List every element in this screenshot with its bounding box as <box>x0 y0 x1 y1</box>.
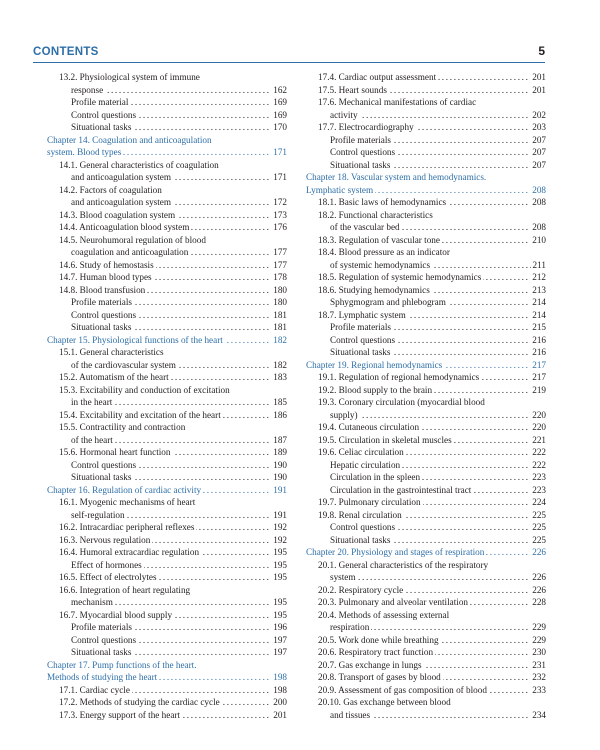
entry-page-number: 208 <box>532 222 546 232</box>
entry-page-number: 210 <box>532 234 546 245</box>
entry-page-number: 219 <box>532 384 546 395</box>
entry-page-number: 226 <box>532 547 546 557</box>
entry-title: 18.2. Functional characteristics <box>318 209 433 220</box>
toc-entry[interactable] <box>71 246 287 259</box>
toc-entry[interactable] <box>59 534 287 547</box>
entry-title: 14.4. Anticoagulation blood system <box>59 222 190 232</box>
toc-entry[interactable] <box>59 696 287 709</box>
entry-page-number: 171 <box>273 172 287 182</box>
entry-page-number: 226 <box>532 584 546 595</box>
entry-title: 17.3. Energy support of the heart <box>59 709 181 720</box>
toc-entry[interactable] <box>330 221 546 234</box>
entry-title: 15.2. Automatism of the heart <box>59 372 169 382</box>
toc-entry[interactable] <box>318 509 546 522</box>
chapter-heading[interactable] <box>47 146 287 159</box>
toc-entry[interactable] <box>318 446 546 459</box>
entry-page-number: 172 <box>273 197 287 207</box>
entry-title: 14.7. Human blood types <box>59 272 152 282</box>
entry-page-number: 195 <box>273 559 287 570</box>
entry-title: Chapter 19. Regional hemodynamics <box>306 359 443 370</box>
entry-title: 20.10. Gas exchange between blood <box>318 697 451 707</box>
entry-title: Profile materials <box>330 322 391 332</box>
entry-page-number: 178 <box>273 272 287 282</box>
entry-title: Chapter 18. Vascular system and hemodynamics. <box>306 172 487 182</box>
entry-title: 14.8. Blood transfusion <box>59 284 146 295</box>
toc-entry[interactable] <box>318 271 546 284</box>
toc-entry[interactable] <box>71 96 287 109</box>
entry-title: 16.7. Myocardial blood supply <box>59 609 173 620</box>
toc-entry[interactable] <box>59 159 287 172</box>
entry-page-number: 197 <box>273 647 287 657</box>
toc-entry[interactable] <box>318 684 546 697</box>
entry-page-number: 221 <box>532 434 546 445</box>
entry-title: 17.2. Methods of studying the cardiac cycle <box>59 697 220 707</box>
toc-entry[interactable] <box>71 621 287 634</box>
entry-page-number: 203 <box>532 122 546 132</box>
entry-page-number: 224 <box>532 497 546 507</box>
entry-page-number: 207 <box>532 147 546 157</box>
page-header <box>33 44 545 63</box>
toc-entry[interactable] <box>330 334 546 347</box>
toc-entry[interactable] <box>59 371 287 384</box>
entry-page-number: 187 <box>273 434 287 445</box>
entry-title: 15.5. Contractility and contraction <box>59 422 186 432</box>
toc-entry[interactable] <box>330 159 546 172</box>
toc-entry[interactable] <box>330 296 546 309</box>
entry-title: Situational tasks <box>330 347 391 357</box>
toc-entry[interactable] <box>318 246 546 259</box>
toc-entry[interactable] <box>71 559 287 572</box>
chapter-heading[interactable] <box>306 171 546 184</box>
entry-page-number: 234 <box>532 709 546 720</box>
entry-page-number: 211 <box>532 259 546 270</box>
entry-page-number: 192 <box>273 522 287 532</box>
entry-title: Sphygmogram and phlebogram <box>330 297 446 307</box>
entry-page-number: 228 <box>532 597 546 607</box>
entry-page-number: 182 <box>273 334 287 345</box>
toc-entry[interactable] <box>330 621 546 634</box>
toc-entry[interactable] <box>318 596 546 609</box>
toc-entry[interactable] <box>330 146 546 159</box>
entry-title: of the heart <box>71 434 113 445</box>
entry-title: 14.6. Study of hemostasis <box>59 259 154 270</box>
entry-title: Situational tasks <box>71 322 132 332</box>
toc-entry[interactable] <box>330 471 546 484</box>
entry-title: Methods of studying the heart <box>47 672 158 682</box>
toc-column-right <box>306 71 546 721</box>
entry-page-number: 208 <box>532 184 546 195</box>
toc-entry[interactable] <box>59 234 287 247</box>
entry-title: Circulation in the gastrointestinal tract <box>330 484 472 495</box>
toc-entry[interactable] <box>71 646 287 659</box>
entry-page-number: 233 <box>532 684 546 695</box>
toc-entry[interactable] <box>330 321 546 334</box>
entry-title: 16.5. Effect of electrolytes <box>59 572 157 582</box>
entry-title: 20.2. Respiratory cycle <box>318 584 404 595</box>
toc-entry[interactable] <box>330 346 546 359</box>
entry-page-number: 201 <box>532 72 546 82</box>
entry-page-number: 195 <box>273 572 287 582</box>
toc-entry[interactable] <box>59 346 287 359</box>
entry-page-number: 185 <box>273 397 287 407</box>
entry-title: Profile materials <box>71 297 132 307</box>
entry-page-number: 198 <box>273 684 287 695</box>
entry-page-number: 217 <box>532 372 546 382</box>
toc-entry[interactable] <box>59 521 287 534</box>
entry-title: Chapter 20. Physiology and stages of respiration <box>306 547 485 557</box>
toc-entry[interactable] <box>318 396 546 409</box>
entry-page-number: 189 <box>273 447 287 457</box>
toc-entry[interactable] <box>71 121 287 134</box>
entry-title: system <box>330 572 356 582</box>
entry-title: and tissues <box>330 709 371 720</box>
entry-page-number: 213 <box>532 284 546 295</box>
entry-page-number: 212 <box>532 272 546 282</box>
entry-page-number: 171 <box>273 147 287 157</box>
entry-page-number: 196 <box>273 622 287 632</box>
entry-title: 20.3. Pulmonary and alveolar ventilation <box>318 597 469 607</box>
entry-page-number: 195 <box>273 609 287 620</box>
toc-entry[interactable] <box>59 259 287 272</box>
entry-title: system. Blood types <box>47 147 122 157</box>
entry-page-number: 229 <box>532 622 546 632</box>
entry-page-number: 217 <box>532 359 546 370</box>
entry-title: 13.2. Physiological system of immune <box>59 72 200 82</box>
entry-page-number: 190 <box>273 459 287 470</box>
chapter-heading[interactable] <box>47 671 287 684</box>
entry-page-number: 177 <box>273 259 287 270</box>
entry-title: Lymphatic system <box>306 184 374 195</box>
entry-title: 19.8. Renal circulation <box>318 509 402 520</box>
entry-title: response <box>71 84 104 95</box>
entry-page-number: 180 <box>273 297 287 307</box>
entry-title: 17.5. Heart sounds <box>318 84 387 95</box>
entry-title: 20.7. Gas exchange in lungs <box>318 659 422 670</box>
entry-page-number: 201 <box>273 709 287 720</box>
toc-entry[interactable] <box>318 559 546 572</box>
entry-title: 18.7. Lymphatic system <box>318 309 406 320</box>
entry-page-number: 231 <box>532 659 546 670</box>
entry-title: 18.1. Basic laws of hemodynamics <box>318 197 447 207</box>
entry-title: Situational tasks <box>71 122 132 132</box>
toc-entry[interactable] <box>318 96 546 109</box>
entry-page-number: 232 <box>532 672 546 682</box>
toc-entry[interactable] <box>71 321 287 334</box>
entry-title: 19.4. Cutaneous circulation <box>318 422 420 432</box>
entry-page-number: 197 <box>273 634 287 645</box>
chapter-heading[interactable] <box>47 334 287 347</box>
toc-entry[interactable] <box>318 284 546 297</box>
toc-entry[interactable] <box>318 234 546 247</box>
toc-entry[interactable] <box>71 109 287 122</box>
entry-page-number: 226 <box>532 572 546 582</box>
toc-entry[interactable] <box>71 196 287 209</box>
toc-entry[interactable] <box>318 421 546 434</box>
entry-page-number: 181 <box>273 322 287 332</box>
toc-entry[interactable] <box>318 646 546 659</box>
entry-title: 19.2. Blood supply to the brain <box>318 384 433 395</box>
entry-title: Hepatic circulation <box>330 459 401 470</box>
toc-entry[interactable] <box>318 671 546 684</box>
entry-title: 16.3. Nervous regulation <box>59 534 151 545</box>
entry-page-number: 214 <box>532 297 546 307</box>
entry-page-number: 176 <box>273 222 287 232</box>
toc-entry[interactable] <box>59 271 287 284</box>
entry-title: 20.5. Work done while breathing <box>318 634 439 645</box>
toc-entry[interactable] <box>59 221 287 234</box>
entry-title: Control questions <box>71 459 137 470</box>
toc-entry[interactable] <box>59 184 287 197</box>
entry-title: 18.5. Regulation of systemic hemodynamics <box>318 272 482 282</box>
entry-page-number: 216 <box>532 334 546 345</box>
toc-entry[interactable] <box>59 409 287 422</box>
toc-entry[interactable] <box>59 609 287 622</box>
chapter-heading[interactable] <box>306 546 546 559</box>
toc-entry[interactable] <box>318 659 546 672</box>
entry-page-number: 223 <box>532 484 546 495</box>
entry-page-number: 169 <box>273 109 287 120</box>
entry-page-number: 225 <box>532 509 546 520</box>
toc-entry[interactable] <box>59 384 287 397</box>
chapter-heading[interactable] <box>306 359 546 372</box>
toc-entry[interactable] <box>330 134 546 147</box>
entry-title: Situational tasks <box>330 159 391 170</box>
toc-entry[interactable] <box>330 459 546 472</box>
entry-page-number: 177 <box>273 247 287 257</box>
entry-title: Chapter 14. Coagulation and anticoagulation <box>47 134 212 145</box>
entry-title: Chapter 17. Pump functions of the heart. <box>47 659 197 670</box>
chapter-heading[interactable] <box>306 184 546 197</box>
page-number: 5 <box>538 44 545 58</box>
entry-title: 15.6. Hormonal heart function <box>59 447 171 457</box>
entry-title: mechanism <box>71 597 113 607</box>
entry-page-number: 190 <box>273 472 287 482</box>
entry-page-number: 202 <box>532 109 546 120</box>
toc-entry[interactable] <box>59 571 287 584</box>
toc-entry[interactable] <box>330 709 546 722</box>
entry-title: 17.1. Cardiac cycle <box>59 684 130 695</box>
entry-title: Control questions <box>71 309 137 320</box>
toc-entry[interactable] <box>71 459 287 472</box>
entry-title: Circulation in the spleen <box>330 472 421 482</box>
entry-title: 18.6. Studying hemodynamics <box>318 284 430 295</box>
toc-entry[interactable] <box>318 584 546 597</box>
chapter-heading[interactable] <box>47 659 287 672</box>
contents-title: CONTENTS <box>33 46 99 58</box>
entry-title: 18.4. Blood pressure as an indicator <box>318 247 450 257</box>
entry-title: Profile materials <box>330 134 391 145</box>
toc-entry[interactable] <box>330 571 546 584</box>
entry-page-number: 195 <box>273 597 287 607</box>
entry-page-number: 181 <box>273 309 287 320</box>
toc-entry[interactable] <box>330 521 546 534</box>
toc-entry[interactable] <box>59 209 287 222</box>
entry-title: 14.5. Neurohumoral regulation of blood <box>59 234 206 245</box>
toc-entry[interactable] <box>330 409 546 422</box>
entry-page-number: 229 <box>532 634 546 645</box>
entry-page-number: 192 <box>273 534 287 545</box>
toc-entry[interactable] <box>59 284 287 297</box>
entry-page-number: 216 <box>532 347 546 357</box>
entry-title: Situational tasks <box>71 647 132 657</box>
toc-entry[interactable] <box>71 596 287 609</box>
entry-page-number: 198 <box>273 672 287 682</box>
chapter-heading[interactable] <box>47 134 287 147</box>
entry-title: and anticoagulation system <box>71 197 172 207</box>
entry-title: 20.6. Respiratory tract function <box>318 647 434 657</box>
toc-entry[interactable] <box>71 634 287 647</box>
entry-page-number: 222 <box>532 447 546 457</box>
entry-title: Effect of hormones <box>71 559 142 570</box>
toc-entry[interactable] <box>318 309 546 322</box>
toc-entry[interactable] <box>318 209 546 222</box>
entry-title: Control questions <box>330 522 396 532</box>
entry-page-number: 170 <box>273 122 287 132</box>
toc-entry[interactable] <box>71 509 287 522</box>
toc-entry[interactable] <box>71 359 287 372</box>
toc-entry[interactable] <box>71 296 287 309</box>
entry-page-number: 183 <box>273 372 287 382</box>
entry-title: 19.7. Pulmonary circulation <box>318 497 421 507</box>
toc-entry[interactable] <box>318 634 546 647</box>
entry-title: 14.2. Factors of coagulation <box>59 184 162 195</box>
entry-page-number: 201 <box>532 84 546 95</box>
toc-entry[interactable] <box>59 71 287 84</box>
entry-title: of the cardiovascular system <box>71 359 176 370</box>
toc-entry[interactable] <box>330 534 546 547</box>
entry-title: coagulation and anticoagulation <box>71 247 189 257</box>
entry-title: of the vascular bed <box>330 222 400 232</box>
toc-entry[interactable] <box>330 109 546 122</box>
entry-page-number: 207 <box>532 134 546 145</box>
toc-entry[interactable] <box>59 709 287 722</box>
entry-title: in the heart <box>71 397 113 407</box>
toc-entry[interactable] <box>71 171 287 184</box>
toc-entry[interactable] <box>330 484 546 497</box>
entry-page-number: 220 <box>532 422 546 432</box>
entry-page-number: 191 <box>273 509 287 520</box>
toc-column-left <box>47 71 287 721</box>
entry-page-number: 180 <box>273 284 287 295</box>
toc-entry[interactable] <box>318 196 546 209</box>
entry-title: and anticoagulation system <box>71 172 172 182</box>
entry-title: 17.7. Electrocardiography <box>318 122 414 132</box>
toc-entry[interactable] <box>318 384 546 397</box>
toc-entry[interactable] <box>318 121 546 134</box>
entry-title: supply) <box>330 409 358 420</box>
toc-entry[interactable] <box>318 434 546 447</box>
entry-title: Situational tasks <box>71 472 132 482</box>
entry-title: self-regulation <box>71 509 125 520</box>
entry-title: 15.4. Excitability and excitation of the heart <box>59 409 221 420</box>
entry-title: 20.4. Methods of assessing external <box>318 609 450 620</box>
entry-title: Chapter 15. Physiological functions of the heart <box>47 334 223 345</box>
entry-page-number: 225 <box>532 522 546 532</box>
entry-title: Control questions <box>71 634 137 645</box>
entry-title: 19.6. Celiac circulation <box>318 447 404 457</box>
entry-title: Control questions <box>330 147 396 157</box>
toc-entry[interactable] <box>71 84 287 97</box>
entry-page-number: 222 <box>532 459 546 470</box>
entry-page-number: 169 <box>273 97 287 107</box>
entry-title: Control questions <box>330 334 396 345</box>
toc-entry[interactable] <box>71 471 287 484</box>
entry-title: 19.5. Circulation in skeletal muscles <box>318 434 452 445</box>
entry-title: Profile materials <box>71 622 132 632</box>
entry-title: 15.1. General characteristics <box>59 347 164 357</box>
entry-page-number: 230 <box>532 647 546 657</box>
entry-title: 20.9. Assessment of gas composition of blood <box>318 684 487 695</box>
entry-page-number: 191 <box>273 484 287 495</box>
entry-title: 17.4. Cardiac output assessment <box>318 72 437 82</box>
entry-title: 20.1. General characteristics of the respiratory <box>318 559 489 570</box>
entry-title: Profile material <box>71 97 129 107</box>
toc-entry[interactable] <box>59 496 287 509</box>
entry-page-number: 200 <box>273 697 287 707</box>
toc-entry[interactable] <box>59 584 287 597</box>
entry-title: 14.1. General characteristics of coagulation <box>59 159 219 170</box>
entry-page-number: 162 <box>273 84 287 95</box>
entry-page-number: 195 <box>273 547 287 557</box>
entry-title: 14.3. Blood coagulation system <box>59 209 176 220</box>
entry-title: 16.1. Myogenic mechanisms of heart <box>59 497 196 507</box>
entry-page-number: 215 <box>532 322 546 332</box>
entry-title: Chapter 16. Regulation of cardiac activity <box>47 484 202 495</box>
toc-entry[interactable] <box>330 259 546 272</box>
entry-title: activity <box>330 109 358 120</box>
toc-entry[interactable] <box>318 71 546 84</box>
toc-entry[interactable] <box>59 446 287 459</box>
toc-entry[interactable] <box>318 696 546 709</box>
toc-entry[interactable] <box>59 546 287 559</box>
toc-entry[interactable] <box>71 309 287 322</box>
chapter-heading[interactable] <box>47 484 287 497</box>
entry-title: 16.2. Intracardiac peripheral reflexes <box>59 522 195 532</box>
entry-page-number: 214 <box>532 309 546 320</box>
entry-title: 19.3. Coronary circulation (myocardial blood <box>318 397 485 407</box>
entry-page-number: 207 <box>532 159 546 170</box>
entry-title: 17.6. Mechanical manifestations of cardiac <box>318 97 477 107</box>
entry-page-number: 173 <box>273 209 287 220</box>
toc-entry[interactable] <box>318 84 546 97</box>
entry-title: 18.3. Regulation of vascular tone <box>318 234 440 245</box>
entry-title: 16.4. Humoral extracardiac regulation <box>59 547 200 557</box>
toc-entry[interactable] <box>59 684 287 697</box>
entry-page-number: 208 <box>532 197 546 207</box>
toc-entry[interactable] <box>318 609 546 622</box>
toc-entry[interactable] <box>318 496 546 509</box>
entry-title: Situational tasks <box>330 534 391 545</box>
entry-title: of systemic hemodynamics <box>330 259 431 270</box>
entry-title: 20.8. Transport of gases by blood <box>318 672 441 682</box>
entry-title: Control questions <box>71 109 137 120</box>
entry-page-number: 220 <box>532 409 546 420</box>
toc-entry[interactable] <box>59 421 287 434</box>
toc-entry[interactable] <box>71 396 287 409</box>
toc-entry[interactable] <box>318 371 546 384</box>
entry-title: respiration <box>330 622 370 632</box>
entry-page-number: 186 <box>273 409 287 420</box>
entry-page-number: 225 <box>532 534 546 545</box>
entry-title: 15.3. Excitability and conduction of excitation <box>59 384 230 395</box>
entry-title: 16.6. Integration of heart regulating <box>59 584 191 595</box>
entry-title: 19.1. Regulation of regional hemodynamics <box>318 372 480 382</box>
entry-page-number: 223 <box>532 472 546 482</box>
toc-entry[interactable] <box>71 434 287 447</box>
entry-page-number: 182 <box>273 359 287 370</box>
